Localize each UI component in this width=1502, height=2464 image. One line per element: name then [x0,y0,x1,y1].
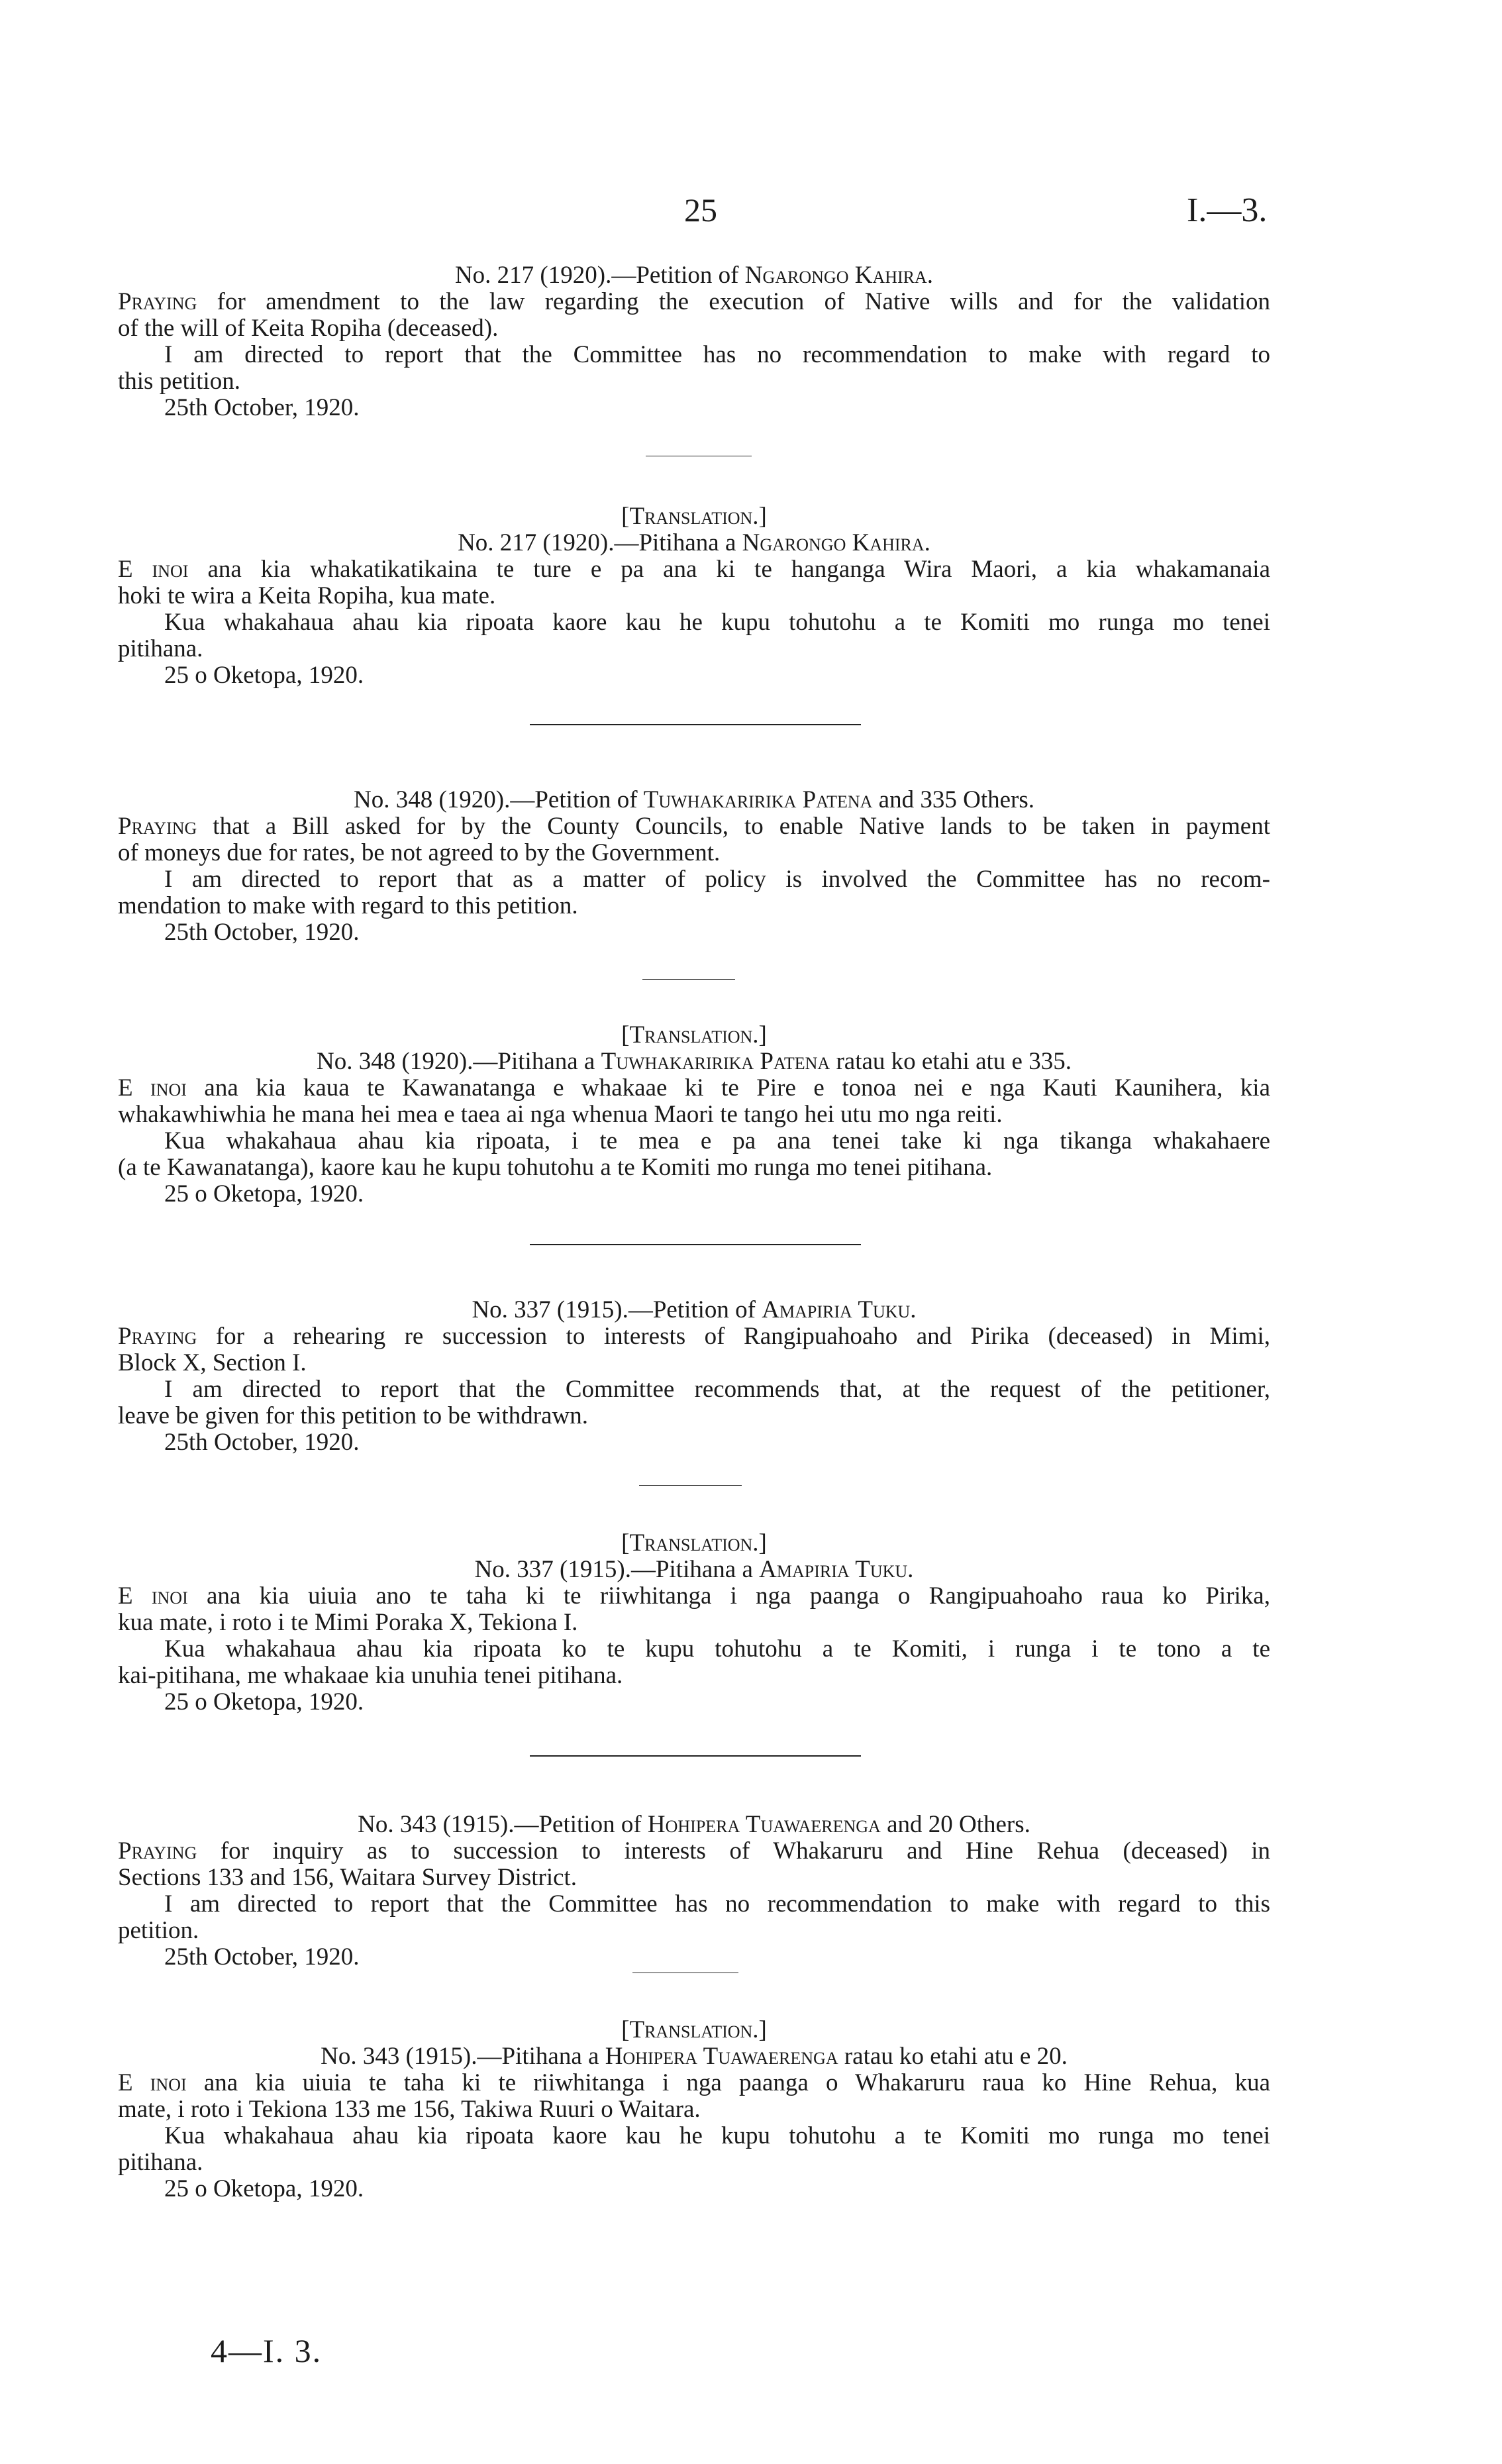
praying-line: Block X, Section I. [118,1349,307,1376]
praying-line: Praying that a Bill asked for by the County Councils, to enable Native lands to be taken in payment [118,813,1271,840]
petition-heading: No. 343 (1915).—Pitihana a Hohipera Tuawaerenga ratau ko etahi atu e 20. [321,2043,1068,2070]
praying-line: of the will of Keita Ropiha (deceased). [118,315,499,342]
praying-line: of moneys due for rates, be not agreed to by the Government. [118,839,721,866]
report-line: Kua whakahaua ahau kia ripoata ko te kupu tohutohu a te Komiti, i runga i te tono a te [164,1635,1270,1663]
section-divider [530,724,861,725]
report-line: petition. [118,1917,199,1944]
translation-label: [Translation.] [621,1021,767,1049]
petition-343-translation [118,2017,1270,2202]
report-line: this petition. [118,368,240,395]
petition-348-translation [118,1022,1270,1207]
report-line: I am directed to report that as a matter of policy is involved the Committee has no recom- [164,866,1270,893]
report-line: Kua whakahaua ahau kia ripoata kaore kau he kupu tohutohu a te Komiti mo runga mo tenei [164,609,1270,636]
petition-heading: No. 343 (1915).—Petition of Hohipera Tuawaerenga and 20 Others. [358,1811,1030,1838]
report-line: I am directed to report that the Committee has no recommendation to make with regard to this [164,1890,1270,1918]
petition-337-english [118,1297,1270,1456]
report-line: (a te Kawanatanga), kaore kau he kupu tohutohu a te Komiti mo runga mo tenei pitihana. [118,1154,993,1181]
report-date: 25th October, 1920. [164,1943,360,1971]
petition-337-translation [118,1530,1270,1716]
report-date: 25th October, 1920. [164,919,360,946]
praying-line: Praying for inquiry as to succession to interests of Whakaruru and Hine Rehua (deceased) in [118,1837,1270,1865]
page-number: 25 [684,191,717,229]
report-date: 25 o Oketopa, 1920. [164,662,364,689]
petition-343-english [118,1812,1270,1971]
section-divider [530,1755,861,1757]
inoi-line: E inoi ana kia uiuia te taha ki te riiwhitanga i nga paanga o Whakaruru raua ko Hine Rehua, kua [118,2069,1270,2096]
report-date: 25 o Oketopa, 1920. [164,1180,364,1207]
petition-heading: No. 217 (1920).—Petition of Ngarongo Kahira. [454,262,934,289]
report-date: 25 o Oketopa, 1920. [164,2175,364,2202]
inoi-line: whakawhiwhia he mana hei mea e taea ai nga whenua Maori te tango hei utu mo nga reiti. [118,1101,1003,1128]
inoi-line: E inoi ana kia whakatikatikaina te ture e pa ana ki te hanganga Wira Maori, a kia whakamanaia [118,556,1270,583]
report-line: I am directed to report that the Committee has no recommendation to make with regard to [164,341,1270,368]
report-date: 25th October, 1920. [164,1429,360,1456]
section-divider [642,979,735,980]
inoi-line: E inoi ana kia kaua te Kawanatanga e whakaae ki te Pire e tonoa nei e nga Kauti Kaunihera, kia [118,1074,1270,1102]
petition-heading: No. 217 (1920).—Pitihana a Ngarongo Kahira. [458,529,930,556]
inoi-line: mate, i roto i Tekiona 133 me 156, Takiwa Ruuri o Waitara. [118,2096,701,2123]
report-line: Kua whakahaua ahau kia ripoata, i te mea e pa ana tenei take ki nga tikanga whakahaere [164,1127,1270,1155]
petition-heading: No. 348 (1920).—Pitihana a Tuwhakaririka Patena ratau ko etahi atu e 335. [317,1048,1072,1075]
inoi-line: kua mate, i roto i te Mimi Poraka X, Tekiona I. [118,1609,578,1636]
section-divider [639,1485,742,1486]
praying-line: Sections 133 and 156, Waitara Survey District. [118,1864,577,1891]
petition-217-english [118,262,1270,421]
praying-line: Praying for a rehearing re succession to interests of Rangipuahoaho and Pirika (deceased) in Mimi, [118,1323,1270,1350]
praying-line: Praying for amendment to the law regarding the execution of Native wills and for the validation [118,288,1270,315]
petition-heading: No. 337 (1915).—Petition of Amapiria Tuku. [472,1296,917,1323]
report-line: pitihana. [118,2149,203,2176]
report-line: leave be given for this petition to be withdrawn. [118,1402,589,1429]
report-line: kai-pitihana, me whakaae kia unuhia tenei pitihana. [118,1662,623,1689]
petition-heading: No. 337 (1915).—Pitihana a Amapiria Tuku. [474,1556,914,1583]
report-date: 25th October, 1920. [164,394,360,421]
page-reference: I.—3. [1187,191,1268,229]
report-line: Kua whakahaua ahau kia ripoata kaore kau he kupu tohutohu a te Komiti mo runga mo tenei [164,2122,1270,2149]
report-line: mendation to make with regard to this petition. [118,892,578,919]
translation-label: [Translation.] [621,2016,767,2043]
inoi-line: E inoi ana kia uiuia ano te taha ki te riiwhitanga i nga paanga o Rangipuahoaho raua ko Pirika, [118,1582,1270,1610]
section-divider [530,1244,861,1245]
petition-heading: No. 348 (1920).—Petition of Tuwhakaririka Patena and 335 Others. [353,786,1034,813]
translation-label: [Translation.] [621,1529,767,1557]
report-date: 25 o Oketopa, 1920. [164,1688,364,1716]
translation-label: [Translation.] [621,503,767,530]
inoi-line: hoki te wira a Keita Ropiha, kua mate. [118,582,496,609]
petition-348-english [118,787,1270,946]
report-line: I am directed to report that the Committee recommends that, at the request of the petitioner, [164,1376,1270,1403]
sheet-signature: 4—I. 3. [211,2332,323,2369]
report-line: pitihana. [118,635,203,662]
petition-217-translation [118,503,1270,689]
